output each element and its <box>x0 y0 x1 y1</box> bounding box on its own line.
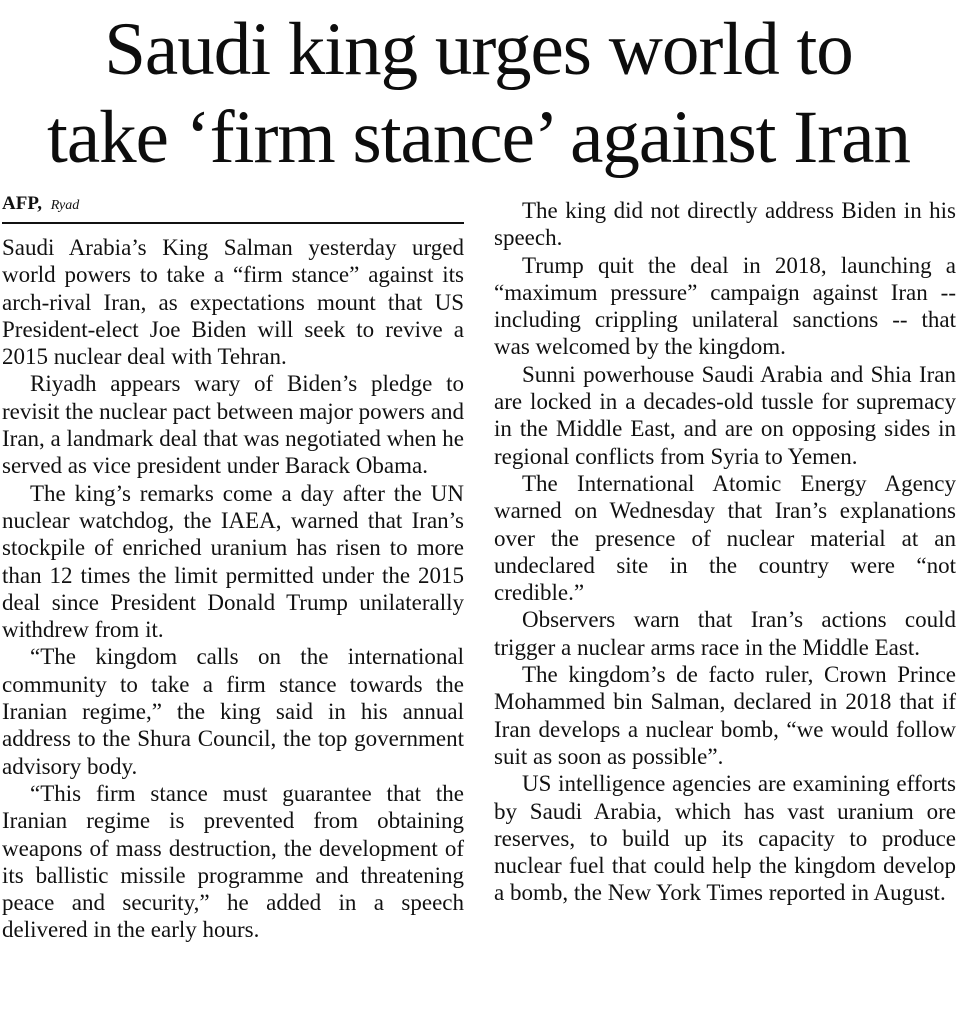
body-paragraph: Sunni powerhouse Saudi Arabia and Shia Iran are locked in a decades-old tussle for supremacy in the Middle East, and are on opposing sides in regional conflicts from Syria to Yemen. <box>494 361 956 469</box>
headline-line-1: Saudi king urges world to <box>104 8 853 91</box>
body-paragraph: “This firm stance must guarantee that the Iranian regime is prevented from obtaining weapons of mass destruction, the development of its ballistic missile programme and threatening peace and security,” he added in a speech delivered in the early hours. <box>2 780 464 943</box>
body-paragraph: “The kingdom calls on the international community to take a firm stance towards the Iranian regime,” the king said in his annual address to the Shura Council, the top government advisory body. <box>2 644 464 779</box>
body-paragraph: Riyadh appears wary of Biden’s pledge to revisit the nuclear pact between major powers and Iran, a landmark deal that was negotiated when he served as vice president under Barack Obama. <box>2 371 464 479</box>
body-paragraph: The king’s remarks come a day after the UN nuclear watchdog, the IAEA, warned that Iran’s stockpile of enriched uranium has risen to more than 12 times the limit permitted under the 2015 deal since President Donald Trump unilaterally withdrew from it. <box>2 480 464 643</box>
body-paragraph: The kingdom’s de facto ruler, Crown Prince Mohammed bin Salman, declared in 2018 that if Iran develops a nuclear bomb, “we would follow suit as soon as possible”. <box>494 662 956 769</box>
body-paragraph: Observers warn that Iran’s actions could trigger a nuclear arms race in the Middle East. <box>494 607 956 660</box>
byline-agency: AFP, <box>2 193 42 214</box>
headline-line-2: take ‘firm stance’ against Iran <box>47 96 910 179</box>
article-column-right <box>494 197 956 907</box>
body-paragraph: Trump quit the deal in 2018, launching a “maximum pressure” campaign against Iran -- including crippling unilateral sanctions -- that was welcomed by the kingdom. <box>494 252 956 360</box>
body-paragraph: US intelligence agencies are examining efforts by Saudi Arabia, which has vast uranium ore reserves, to build up its capacity to produce nuclear fuel that could help the kingdom develop a bomb, the New York Times reported in August. <box>494 771 956 906</box>
article-column-left <box>2 234 464 944</box>
body-paragraph: The International Atomic Energy Agency warned on Wednesday that Iran’s explanations over the presence of nuclear material at an undeclared site in the country were “not credible.” <box>494 470 956 606</box>
byline <box>2 192 464 224</box>
body-paragraph: Saudi Arabia’s King Salman yesterday urged world powers to take a “firm stance” against its arch-rival Iran, as expectations mount that US President-elect Joe Biden will seek to revive a 2015 nuclear deal with Tehran. <box>2 235 464 370</box>
byline-dateline: Ryad <box>50 198 80 213</box>
headline <box>0 6 957 182</box>
body-paragraph: The king did not directly address Biden in his speech. <box>494 198 956 251</box>
